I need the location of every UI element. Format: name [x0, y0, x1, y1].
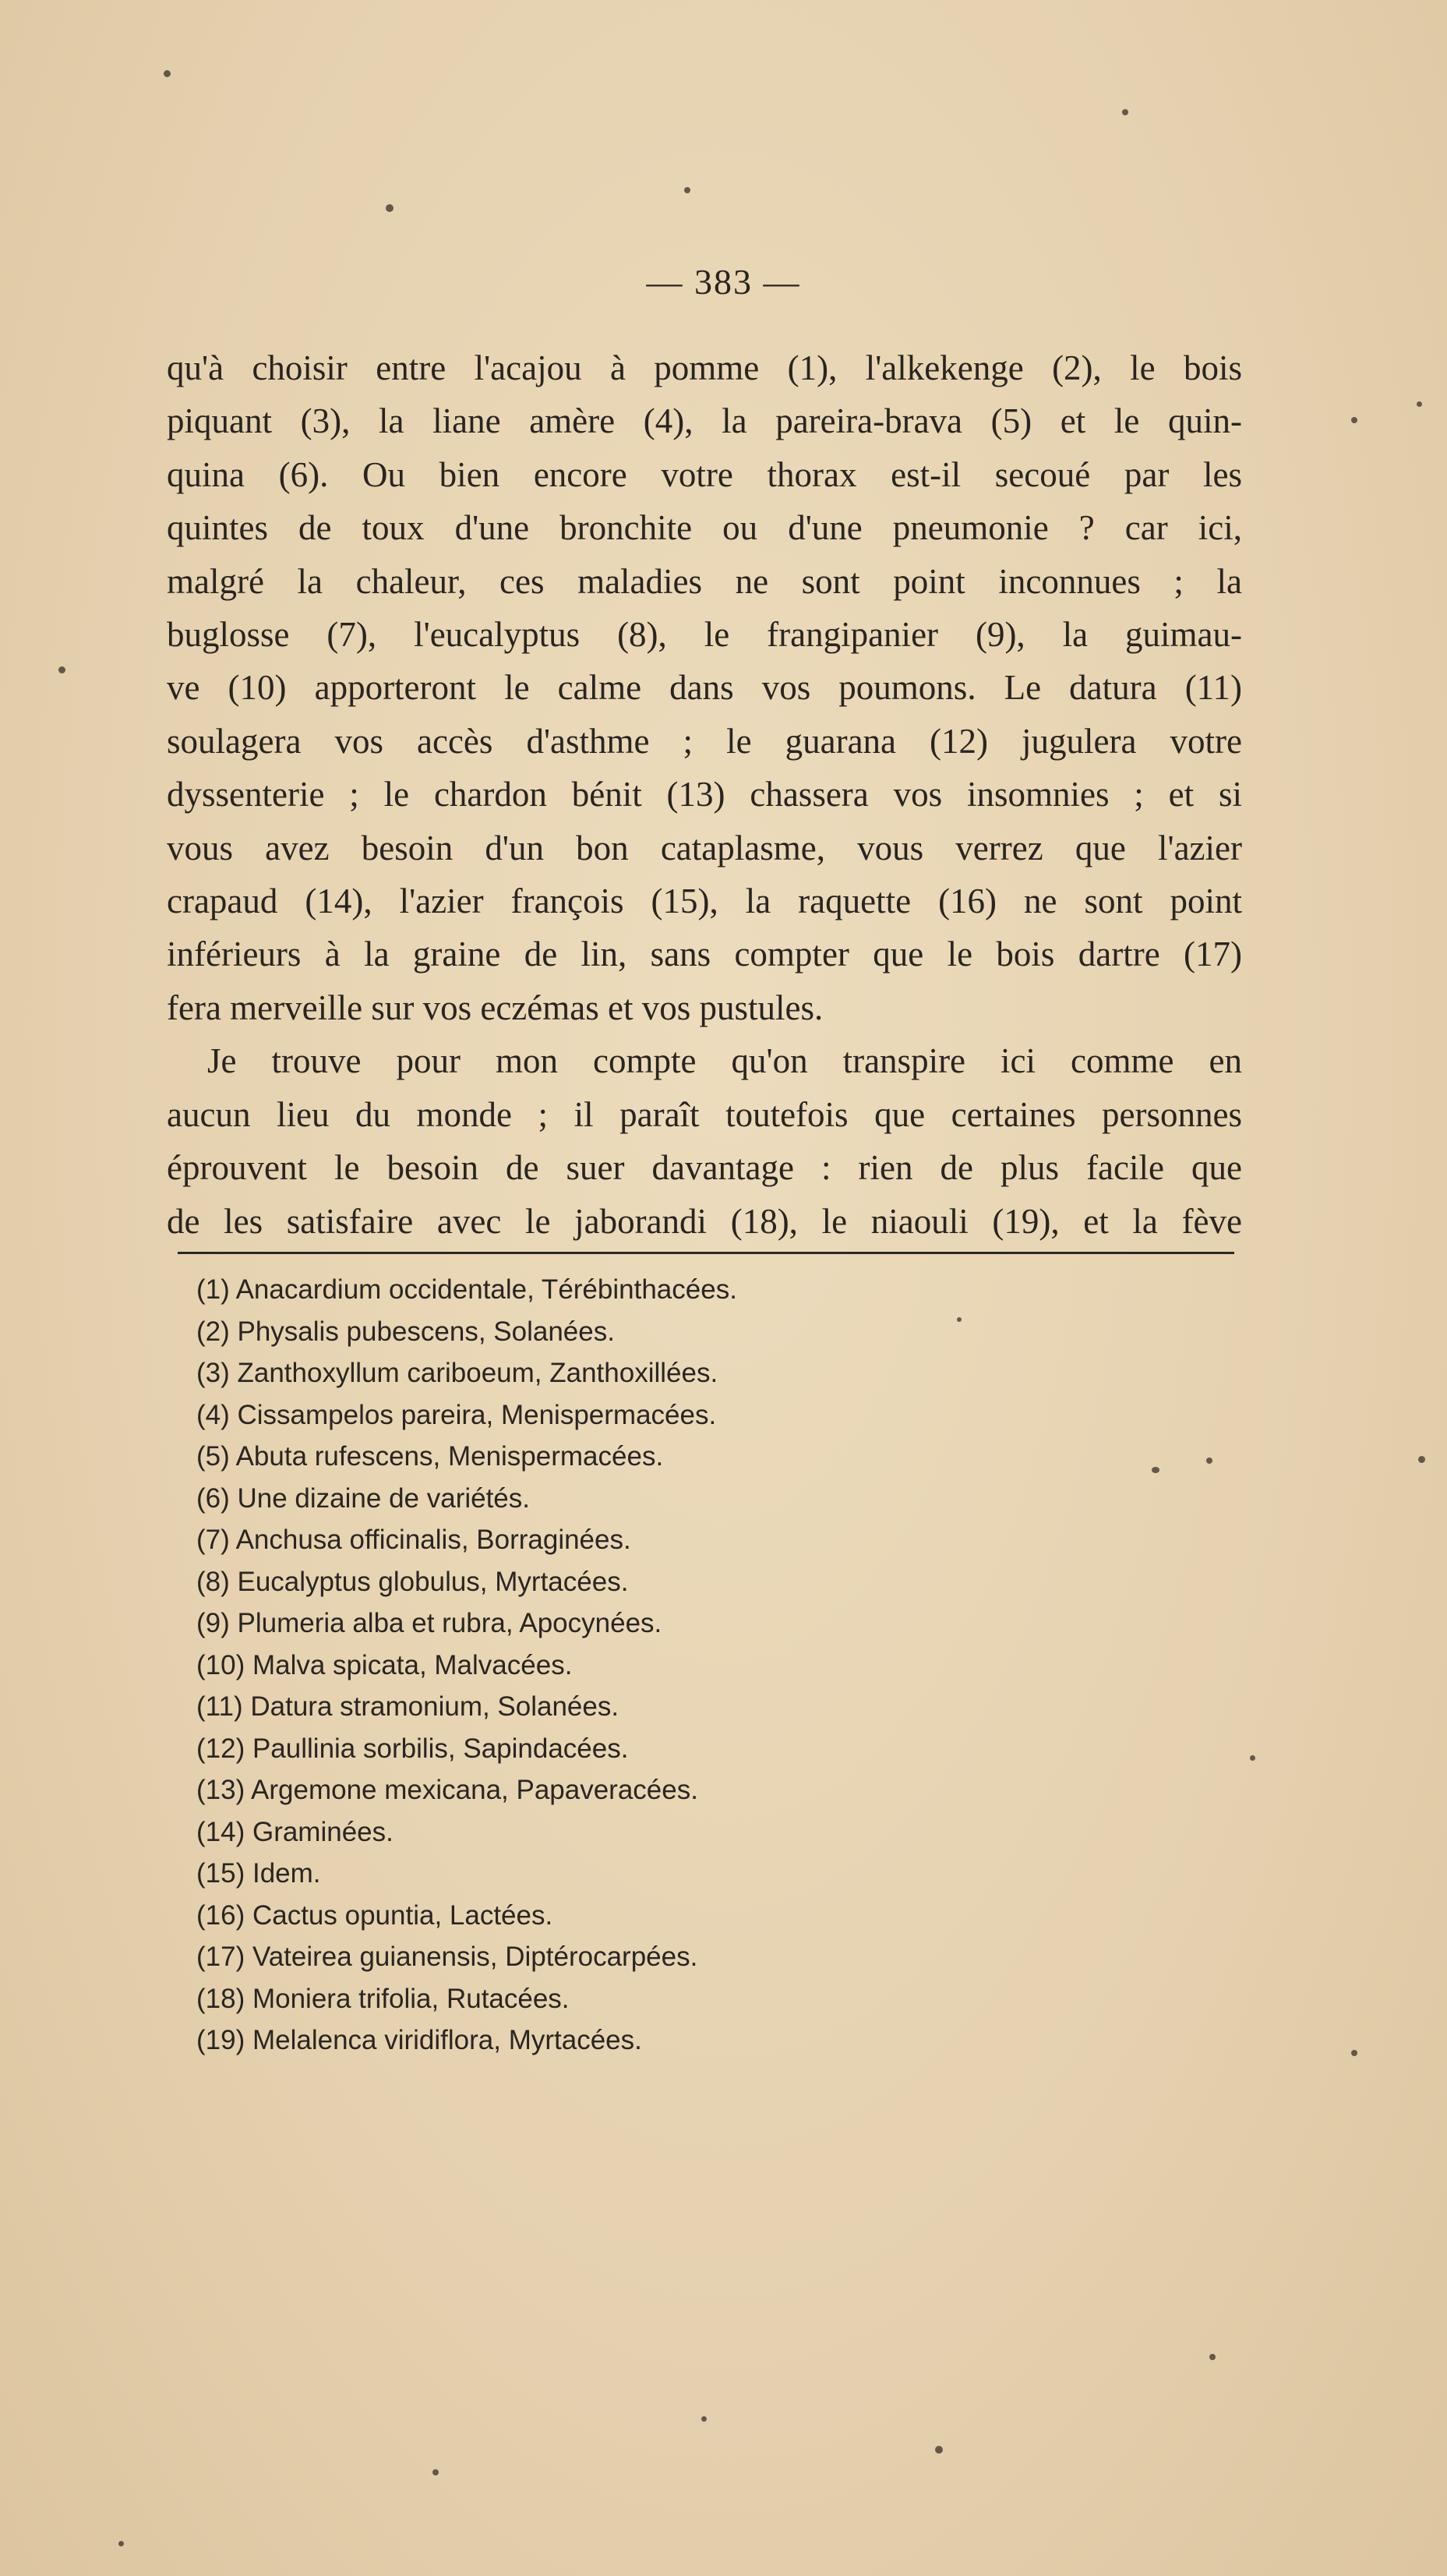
footnote: (16) Cactus opuntia, Lactées. [196, 1899, 553, 1931]
paper-speck [1351, 2050, 1357, 2056]
page-number: — 383 — [646, 262, 801, 302]
paper-speck [164, 70, 171, 77]
paper-speck [1206, 1458, 1212, 1464]
paper-speck [935, 2446, 943, 2454]
footnote: (1) Anacardium occidentale, Térébinthacées. [196, 1274, 737, 1305]
paper-speck [1351, 417, 1357, 423]
body-line: piquant (3), la liane amère (4), la pareira-brava (5) et le quin- [167, 401, 1242, 441]
paper-speck [1152, 1467, 1159, 1473]
paper-speck [1122, 109, 1128, 115]
paper-speck [1417, 401, 1422, 407]
body-line: quina (6). Ou bien encore votre thorax est-il secoué par les [167, 454, 1242, 494]
footnote: (13) Argemone mexicana, Papaveracées. [196, 1775, 698, 1805]
footnote: (14) Graminées. [196, 1816, 394, 1847]
body-line: qu'à choisir entre l'acajou à pomme (1), l'alkekenge (2), le bois [167, 348, 1242, 387]
footnote: (11) Datura stramonium, Solanées. [196, 1691, 619, 1722]
body-line: ve (10) apporteront le calme dans vos poumons. Le datura (11) [167, 668, 1242, 708]
paper-speck [386, 204, 394, 212]
body-line: soulagera vos accès d'asthme ; le guarana (12) jugulera votre [167, 721, 1242, 761]
footnote: (19) Melalenca viridiflora, Myrtacées. [196, 2025, 642, 2055]
body-line: fera merveille sur vos eczémas et vos pustules. [167, 988, 824, 1027]
body-line: Je trouve pour mon compte qu'on transpire ici comme en [207, 1041, 1242, 1081]
footnote: (5) Abuta rufescens, Menispermacées. [196, 1441, 664, 1472]
body-line: malgré la chaleur, ces maladies ne sont point inconnues ; la [167, 561, 1242, 601]
footnote: (15) Idem. [196, 1858, 321, 1889]
body-line: quintes de toux d'une bronchite ou d'une pneumonie ? car ici, [167, 508, 1242, 548]
body-line: aucun lieu du monde ; il paraît toutefois que certaines personnes [167, 1094, 1242, 1134]
footnote: (4) Cissampelos pareira, Menispermacées. [196, 1399, 717, 1430]
footnotes [196, 1269, 1209, 2062]
paper-speck [701, 2416, 707, 2422]
footnote: (6) Une dizaine de variétés. [196, 1482, 530, 1514]
footnote: (18) Moniera trifolia, Rutacées. [196, 1983, 570, 2014]
footnote-divider [178, 1252, 1234, 1254]
body-text [167, 341, 1242, 1248]
paper-speck [58, 666, 65, 673]
paper-speck [1250, 1755, 1255, 1761]
footnote: (8) Eucalyptus globulus, Myrtacées. [196, 1566, 629, 1597]
footnote: (3) Zanthoxyllum cariboeum, Zanthoxillées. [196, 1358, 718, 1388]
footnote: (17) Vateirea guianensis, Diptérocarpées. [196, 1942, 698, 1972]
body-line: buglosse (7), l'eucalyptus (8), le frangipanier (9), la guimau- [167, 615, 1242, 655]
body-line: vous avez besoin d'un bon cataplasme, vous verrez que l'azier [167, 828, 1242, 868]
paper-speck [118, 2541, 124, 2546]
paper-speck [1209, 2354, 1216, 2360]
footnote: (2) Physalis pubescens, Solanées. [196, 1316, 615, 1347]
body-line: de les satisfaire avec le jaborandi (18), le niaouli (19), et la fève [167, 1201, 1242, 1241]
body-line: inférieurs à la graine de lin, sans compter que le bois dartre (17) [167, 935, 1242, 974]
footnote: (9) Plumeria alba et rubra, Apocynées. [196, 1608, 662, 1638]
paper-speck [432, 2469, 439, 2475]
footnote: (10) Malva spicata, Malvacées. [196, 1649, 573, 1680]
footnote: (7) Anchusa officinalis, Borraginées. [196, 1525, 631, 1555]
body-line: éprouvent le besoin de suer davantage : rien de plus facile que [167, 1148, 1242, 1188]
body-line: dyssenterie ; le chardon bénit (13) chassera vos insomnies ; et si [167, 775, 1242, 814]
body-line: crapaud (14), l'azier françois (15), la raquette (16) ne sont point [167, 882, 1242, 921]
paper-speck [684, 187, 690, 193]
paper-speck [1418, 1456, 1425, 1463]
paper-speck [957, 1317, 962, 1322]
footnote: (12) Paullinia sorbilis, Sapindacées. [196, 1733, 629, 1764]
